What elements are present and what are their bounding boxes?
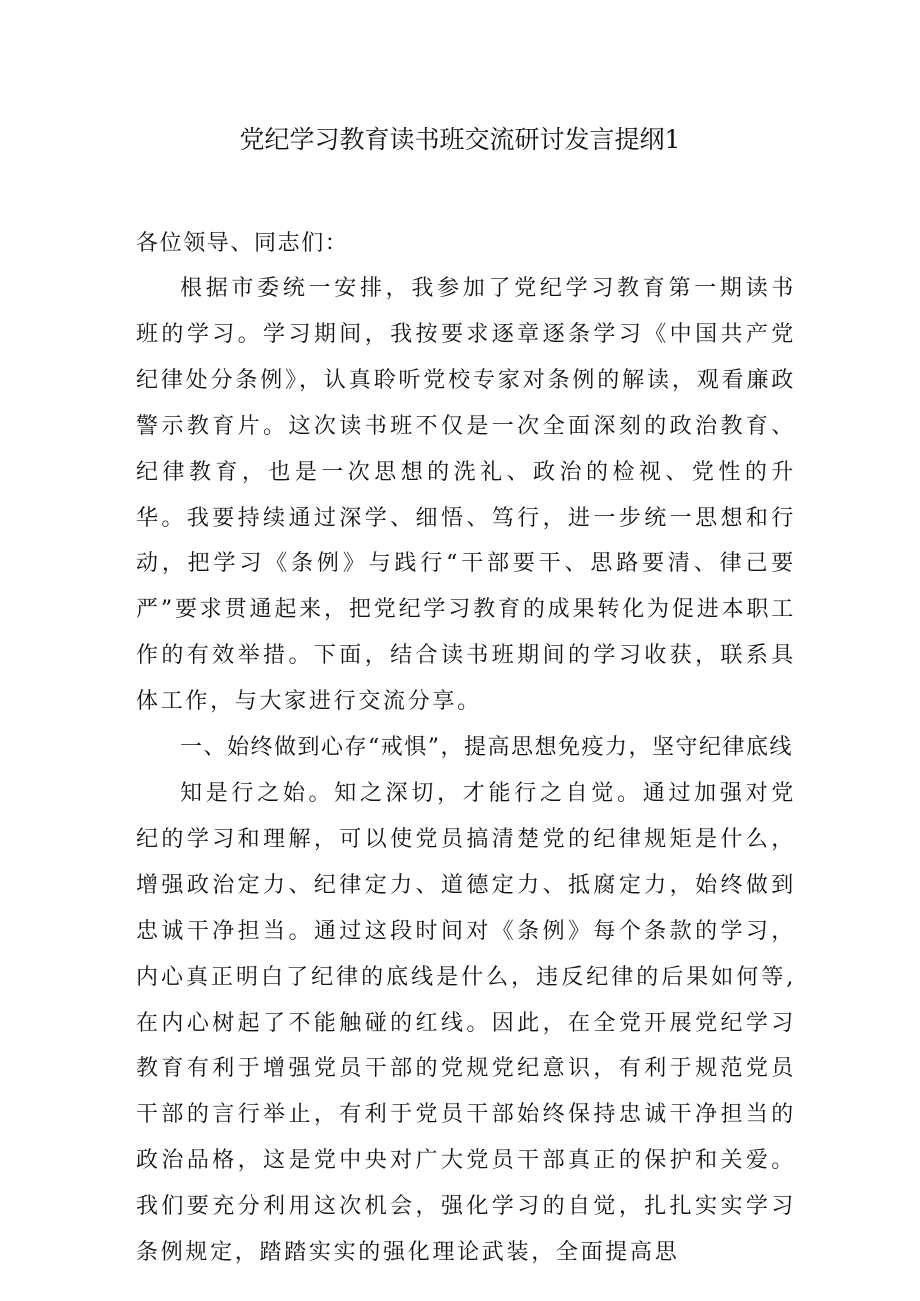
- section-heading: 一、始终做到心存“戒惧”，提高思想免疫力，坚守纪律底线: [180, 735, 793, 761]
- section-paragraph: 知是行之始。知之深切，才能行之自觉。通过加强对党纪的学习和理解，可以使党员搞清楚党的纪律规矩是什么，增强政治定力、纪律定力、道德定力、抵腐定力，始终做到忠诚干净担当。通过这段时间对《条例》每个条款的学习，内心真正明白了纪律的底线是什么，违反纪律的后果如何等,在内心树起了不能触碰的红线。因此，在全党开展党纪学习教育有利于增强党员干部的党规党纪意识，有利于规范党员干部的言行举止，有利于党员干部始终保持忠诚干净担当的政治品格，这是党中央对广大党员干部真正的保护和关爱。我们要充分利用这次机会，强化学习的自觉，扎扎实实学习条例规定，踏踏实实的强化理论武装，全面提高思: [136, 780, 796, 1266]
- document-body: [136, 222, 796, 1276]
- document-title: 党纪学习教育读书班交流研讨发言提纲1: [239, 125, 681, 154]
- intro-paragraph: 根据市委统一安排，我参加了党纪学习教育第一期读书班的学习。学习期间，我按要求逐章逐条学习《中国共产党纪律处分条例》，认真聆听党校专家对条例的解读，观看廉政警示教育片。这次读书班不仅是一次全面深刻的政治教育、纪律教育，也是一次思想的洗礼、政治的检视、党性的升华。我要持续通过深学、细悟、笃行，进一步统一思想和行动，把学习《条例》与践行“干部要干、思路要清、律己要严”要求贯通起来，把党纪学习教育的成果转化为促进本职工作的有效举措。下面，结合读书班期间的学习收获，联系具体工作，与大家进行交流分享。: [136, 276, 796, 715]
- salutation: 各位领导、同志们：: [136, 231, 349, 256]
